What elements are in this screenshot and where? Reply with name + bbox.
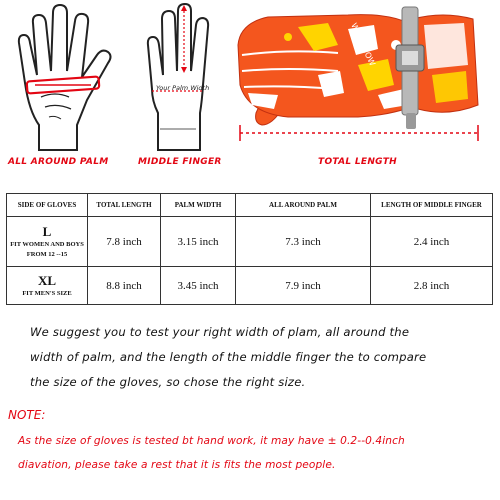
size-table: [6, 193, 493, 305]
size-fit: FIT MEN'S SIZE: [22, 289, 72, 297]
suggestion-line-2: width of palm, and the length of the middle finger the to compare: [30, 350, 427, 364]
suggestion-line-1: We suggest you to test your right width of plam, all around the: [30, 325, 410, 339]
size-code: L: [42, 223, 52, 239]
hand-finger-illustration: [130, 5, 225, 150]
size-cell: [7, 267, 88, 305]
header-total-length: TOTAL LENGTH: [88, 194, 161, 217]
hand-palm-illustration: [5, 5, 120, 150]
middle-finger-value: 2.8 inch: [371, 267, 493, 305]
palm-width-label: Your Palm Width: [156, 84, 210, 92]
label-all-around-palm: ALL AROUND PALM: [8, 157, 109, 167]
header-all-around-palm: ALL AROUND PALM: [236, 194, 371, 217]
all-around-palm-value: 7.9 inch: [236, 267, 371, 305]
size-cell: [7, 217, 88, 267]
total-length-value: 7.8 inch: [88, 217, 161, 267]
size-code: XL: [37, 272, 57, 288]
label-total-length: TOTAL LENGTH: [318, 157, 397, 167]
palm-width-value: 3.15 inch: [161, 217, 236, 267]
table-row: [7, 217, 493, 267]
label-middle-finger: MIDDLE FINGER: [138, 157, 222, 167]
header-middle-finger: LENGTH OF MIDDLE FINGER: [371, 194, 493, 217]
suggestion-line-3: the size of the gloves, so chose the right size.: [30, 375, 306, 389]
palm-width-value: 3.45 inch: [161, 267, 236, 305]
glove-illustration: [228, 5, 498, 150]
total-length-value: 8.8 inch: [88, 267, 161, 305]
table-header-row: [7, 194, 493, 217]
table-row: [7, 267, 493, 305]
all-around-palm-value: 7.3 inch: [236, 217, 371, 267]
glove-brand-text: WILDSNOW: [349, 21, 377, 68]
suggestion-text: [30, 320, 490, 395]
header-side-of-gloves: SIDE OF GLOVES: [7, 194, 88, 217]
size-fit: FIT WOMEN AND BOYS FROM 12 --15: [10, 240, 84, 258]
header-palm-width: PALM WIDTH: [161, 194, 236, 217]
note-heading: NOTE:: [8, 408, 46, 422]
note-line-1: As the size of gloves is tested bt hand work, it may have ± 0.2--0.4inch: [18, 435, 405, 447]
middle-finger-value: 2.4 inch: [371, 217, 493, 267]
note-line-2: diavation, please take a rest that it is fits the most people.: [18, 459, 336, 471]
